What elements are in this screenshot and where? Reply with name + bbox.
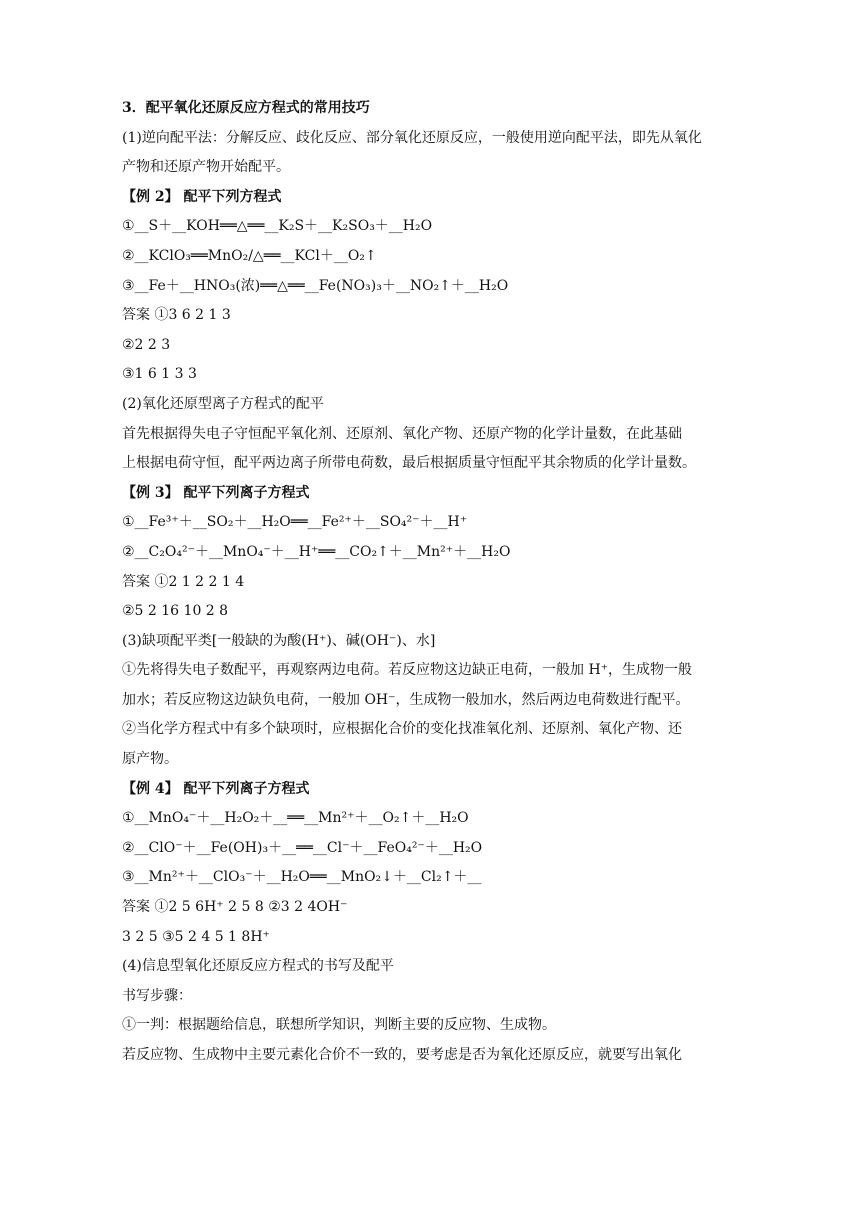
paragraph-4-line-1: 书写步骤： bbox=[122, 987, 192, 1004]
example-2-title: 【例 2】 配平下列方程式 bbox=[122, 188, 282, 205]
paragraph-4-title: (4)信息型氧化还原反应方程式的书写及配平 bbox=[122, 958, 394, 975]
example-2-answer-1: 答案 ①3 6 2 1 3 bbox=[122, 307, 231, 324]
example-3-equation-2: ②__C₂O₄²⁻＋__MnO₄⁻＋__H⁺══__CO₂↑＋__Mn²⁺＋__H₂O bbox=[122, 543, 511, 560]
paragraph-2-line-2: 上根据电荷守恒，配平两边离子所带电荷数，最后根据质量守恒配平其余物质的化学计量数。 bbox=[122, 455, 696, 472]
example-4-title: 【例 4】 配平下列离子方程式 bbox=[122, 780, 310, 797]
paragraph-2-line-1: 首先根据得失电子守恒配平氧化剂、还原剂、氧化产物、还原产物的化学计量数，在此基础 bbox=[122, 425, 682, 442]
example-2-answer-2: ②2 2 3 bbox=[122, 336, 171, 353]
paragraph-3-line-2: 加水；若反应物这边缺负电荷，一般加 OH⁻，生成物一般加水，然后两边电荷数进行配平。 bbox=[122, 691, 690, 708]
example-4-equation-3: ③__Mn²⁺＋__ClO₃⁻＋__H₂O══__MnO₂↓＋__Cl₂↑＋__ bbox=[122, 869, 482, 886]
paragraph-4-line-3: 若反应物、生成物中主要元素化合价不一致的，要考虑是否为氧化还原反应，就要写出氧化 bbox=[122, 1047, 682, 1063]
example-2-equation-2: ②__KClO₃══MnO₂/△══__KCl＋__O₂↑ bbox=[122, 247, 377, 264]
paragraph-3-line-1: ①先将得失电子数配平，再观察两边电荷。若反应物这边缺正电荷，一般加 H⁺，生成物一般 bbox=[122, 662, 693, 679]
paragraph-3-title: (3)缺项配平类[一般缺的为酸(H⁺)、碱(OH⁻)、水] bbox=[122, 632, 436, 649]
example-4-equation-1: ①__MnO₄⁻＋__H₂O₂＋__══__Mn²⁺＋__O₂↑＋__H₂O bbox=[122, 810, 469, 827]
example-2-answer-3: ③1 6 1 3 3 bbox=[122, 366, 197, 383]
paragraph-1-line-2: 产物和还原产物开始配平。 bbox=[122, 159, 290, 176]
example-4-answer-2: 3 2 5 ③5 2 4 5 1 8H⁺ bbox=[122, 928, 270, 945]
paragraph-3-line-3: ②当化学方程式中有多个缺项时，应根据化合价的变化找准氧化剂、还原剂、氧化产物、还 bbox=[122, 721, 682, 738]
example-3-title: 【例 3】 配平下列离子方程式 bbox=[122, 484, 310, 501]
example-4-equation-2: ②__ClO⁻＋__Fe(OH)₃＋__══__Cl⁻＋__FeO₄²⁻＋__H₂O bbox=[122, 839, 483, 856]
section-title: 3．配平氧化还原反应方程式的常用技巧 bbox=[122, 100, 370, 116]
example-2-equation-1: ①__S＋__KOH══△══__K₂S＋__K₂SO₃＋__H₂O bbox=[122, 218, 433, 235]
example-4-answer-1: 答案 ①2 5 6H⁺ 2 5 8 ②3 2 4OH⁻ bbox=[122, 899, 348, 916]
example-2-equation-3: ③__Fe＋__HNO₃(浓)══△══__Fe(NO₃)₃＋__NO₂↑＋__H₂O bbox=[122, 277, 509, 294]
paragraph-1-line-1: (1)逆向配平法：分解反应、歧化反应、部分氧化还原反应，一般使用逆向配平法，即先从氧化 bbox=[122, 129, 702, 146]
example-3-answer-2: ②5 2 16 10 2 8 bbox=[122, 603, 229, 620]
document-page bbox=[122, 100, 742, 1077]
example-3-answer-1: 答案 ①2 1 2 2 1 4 bbox=[122, 573, 245, 590]
paragraph-4-line-2: ①一判：根据题给信息，联想所学知识，判断主要的反应物、生成物。 bbox=[122, 1017, 556, 1034]
paragraph-2-title: (2)氧化还原型离子方程式的配平 bbox=[122, 395, 324, 412]
example-3-equation-1: ①__Fe³⁺＋__SO₂＋__H₂O══__Fe²⁺＋__SO₄²⁻＋__H⁺ bbox=[122, 514, 468, 531]
paragraph-3-line-4: 原产物。 bbox=[122, 751, 178, 768]
